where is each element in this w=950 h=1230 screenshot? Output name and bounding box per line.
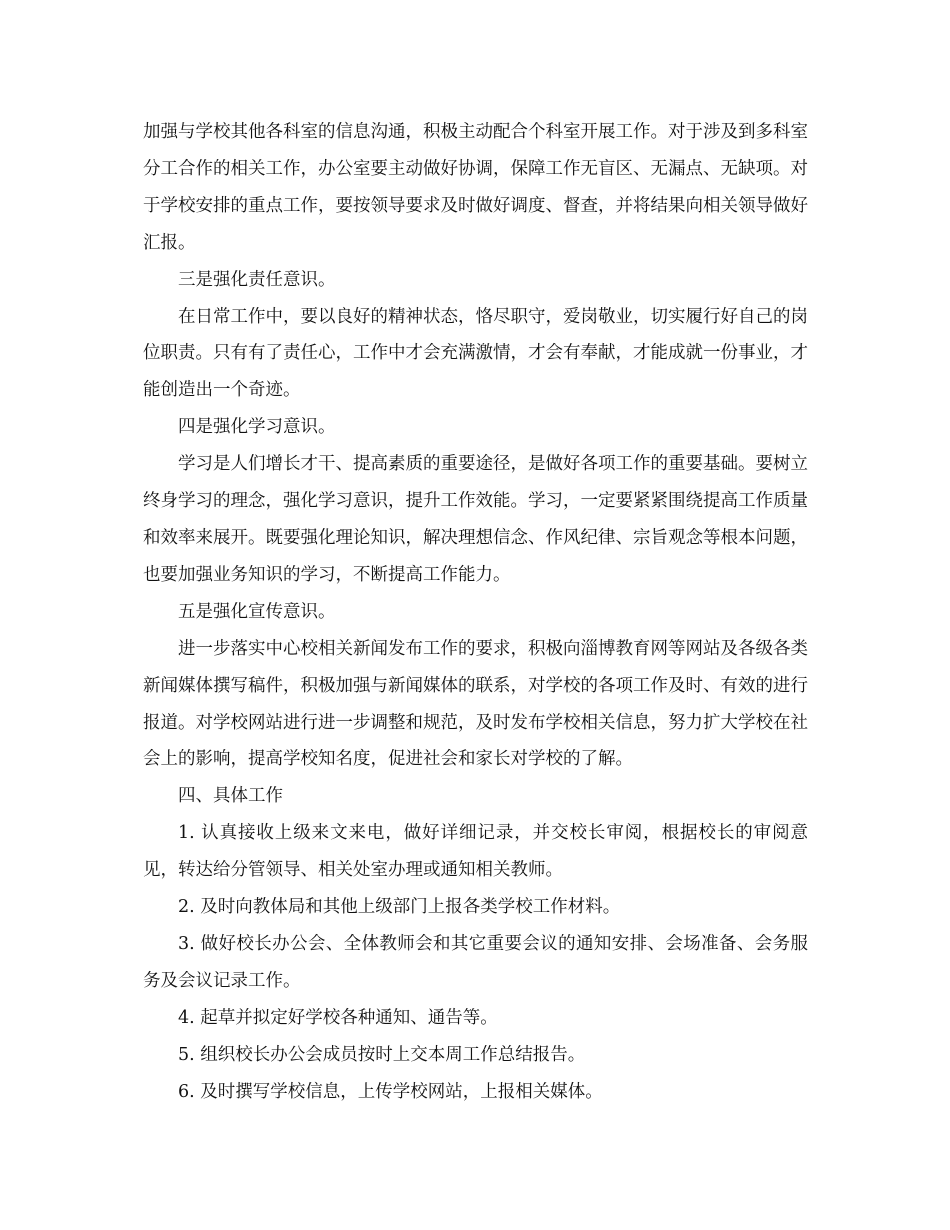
heading-publicity-awareness: 五是强化宣传意识。: [178, 601, 336, 622]
list-item-2: 2. 及时向教体局和其他上级部门上报各类学校工作材料。: [178, 897, 621, 918]
paragraph-publicity: 进一步落实中心校相关新闻发布工作的要求，积极向淄博教育网等网站及各级各类新闻媒体撰写稿件，积极加强与新闻媒体的联系，对学校的各项工作及时、有效的进行报道。对学校网站进行进一步调整和规范，及时发布学校相关信息，努力扩大学校在社会上的影响，提高学校知名度，促进社会和家长对学校的了解。: [143, 638, 808, 770]
paragraph-continuation: 加强与学校其他各科室的信息沟通，积极主动配合个科室开展工作。对于涉及到多科室分工合作的相关工作，办公室要主动做好协调，保障工作无盲区、无漏点、无缺项。对于学校安排的重点工作，要按领导要求及时做好调度、督查，并将结果向相关领导做好汇报。: [143, 122, 808, 253]
list-item-4: 4. 起草并拟定好学校各种通知、通告等。: [178, 1007, 498, 1028]
document-body: [143, 114, 808, 1110]
heading-responsibility-awareness: 三是强化责任意识。: [178, 269, 336, 290]
list-item-3: 3. 做好校长办公会、全体教师会和其它重要会议的通知安排、会场准备、会务服务及会议记录工作。: [143, 933, 808, 991]
heading-learning-awareness: 四是强化学习意识。: [178, 417, 336, 438]
list-item-1: 1. 认真接收上级来文来电，做好详细记录，并交校长审阅，根据校长的审阅意见，转达给分管领导、相关处室办理或通知相关教师。: [143, 823, 808, 881]
list-item-5: 5. 组织校长办公会成员按时上交本周工作总结报告。: [178, 1044, 586, 1065]
paragraph-learning: 学习是人们增长才干、提高素质的重要途径，是做好各项工作的重要基础。要树立终身学习的理念，强化学习意识，提升工作效能。学习，一定要紧紧围绕提高工作质量和效率来展开。既要强化理论知识，解决理想信念、作风纪律、宗旨观念等根本问题，也要加强业务知识的学习，不断提高工作能力。: [143, 454, 808, 585]
list-item-6: 6. 及时撰写学校信息，上传学校网站，上报相关媒体。: [178, 1081, 603, 1102]
paragraph-responsibility: 在日常工作中，要以良好的精神状态，恪尽职守，爱岗敬业，切实履行好自己的岗位职责。只有有了责任心，工作中才会充满激情，才会有奉献，才能成就一份事业，才能创造出一个奇迹。: [143, 306, 808, 401]
heading-specific-work: 四、具体工作: [178, 786, 283, 807]
